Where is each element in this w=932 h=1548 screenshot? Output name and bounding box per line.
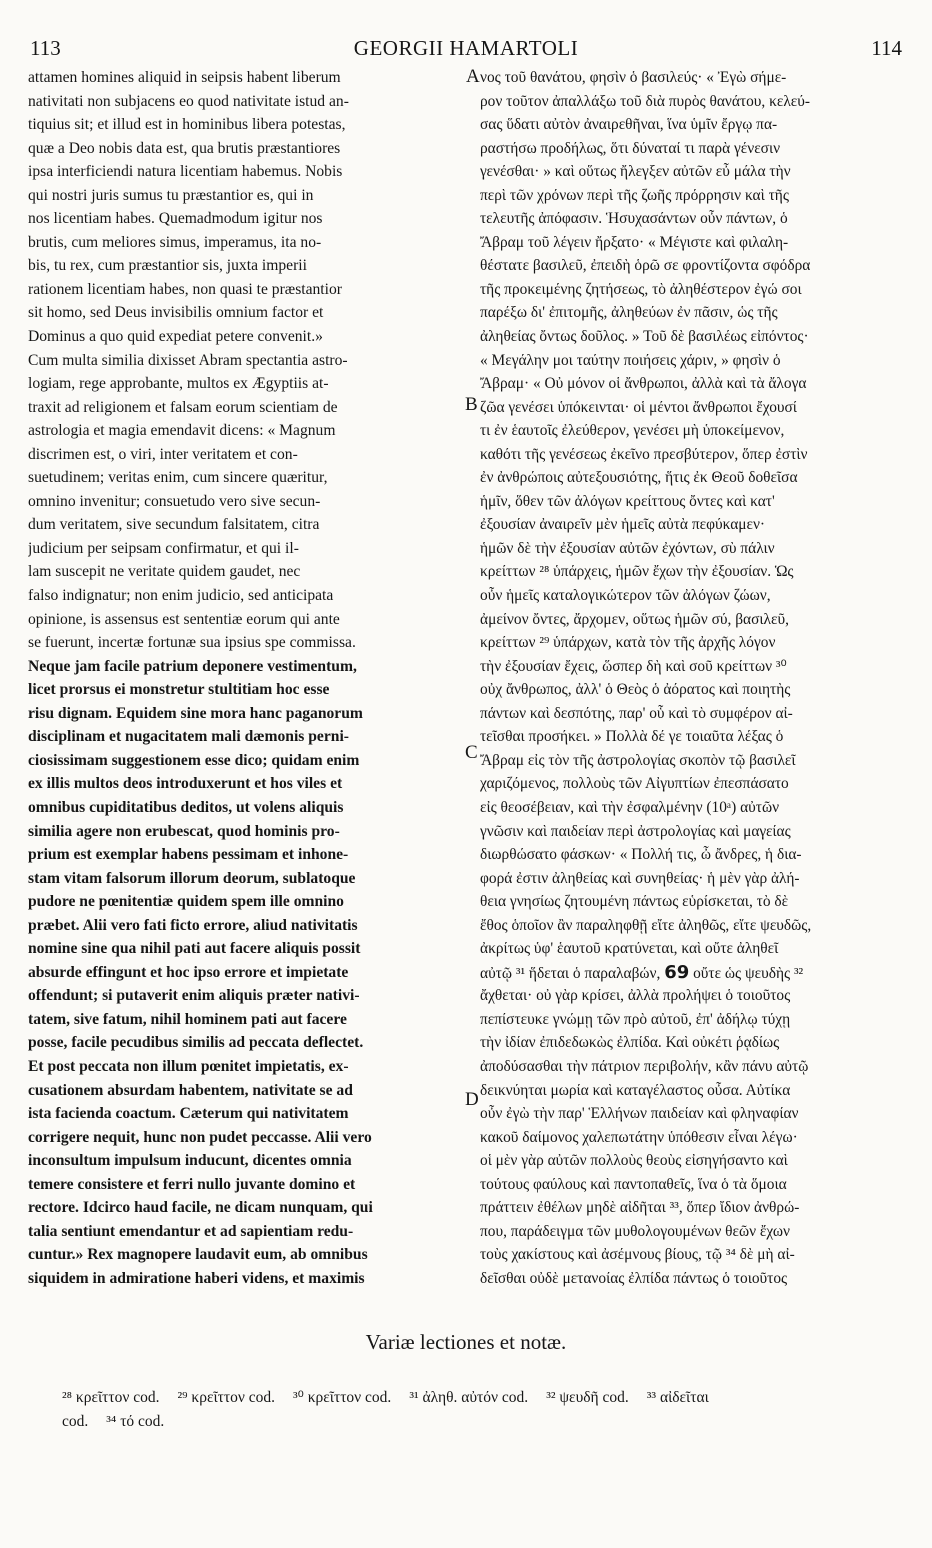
greek-text-line: Ἄβραμ· « Οὐ μόνον οἱ ἄνθρωποι, ἀλλὰ καὶ τὰ ἄλογα bbox=[480, 375, 807, 393]
page-marker: 69 bbox=[664, 961, 690, 983]
greek-text-line: « Μεγάλην μοι ταύτην ποιήσεις χάριν, » φησὶν ὁ bbox=[480, 351, 781, 369]
margin-letter-c: C bbox=[465, 742, 478, 763]
running-header bbox=[30, 36, 902, 64]
greek-text-line: ζῶα γενέσει ὑπόκεινται· οἱ μέντοι ἄνθρωποι ἔχουσί bbox=[480, 398, 797, 416]
latin-text-line: qui nostri juris sumus tu præstantior es, qui in bbox=[28, 186, 314, 204]
greek-text-line: φορά ἐστιν ἀληθείας καὶ συνηθείας· ἡ μὲν γὰρ ἀλή- bbox=[480, 869, 800, 887]
margin-letter-a: A bbox=[466, 66, 480, 87]
latin-text-line: dum veritatem, sive secundum falsitatem, citra bbox=[28, 516, 320, 534]
greek-text-line: γενέσθαι· » καὶ οὕτως ἤλεγξεν αὐτῶν εὖ μάλα τὴν bbox=[480, 163, 791, 181]
variant-note: ³² ψευδῆ cod. bbox=[546, 1389, 629, 1406]
latin-text-line: licet prorsus ei monstretur stultitiam hoc esse bbox=[28, 681, 330, 699]
latin-text-line: ista facienda coactum. Cæterum qui nativitatem bbox=[28, 1105, 349, 1123]
greek-text-line: Ἄβραμ τοῦ λέγειν ἤρξατο· « Μέγιστε καὶ φιλαλη- bbox=[480, 233, 789, 251]
latin-text-line: nomine sine qua nihil pati aut facere aliquis possit bbox=[28, 940, 361, 958]
latin-text-line: suetudinem; veritas enim, cum sincere quæritur, bbox=[28, 469, 328, 487]
greek-text-line: αὐτῷ ³¹ ἥδεται ὁ παραλαβών, 69 οὔτε ὡς ψευδὴς ³² bbox=[480, 961, 804, 983]
greek-text-line: σας ὕδατι αὐτὸν ἀναιρεθῆναι, ἵνα ὑμῖν ἔργῳ πα- bbox=[480, 116, 778, 134]
latin-text-line: rationem licentiam habes, non quasi te præstantior bbox=[28, 280, 342, 298]
greek-text-line: ἄχθεται· οὐ γὰρ κρίσει, ἀλλὰ προλήψει ὁ τοιοῦτος bbox=[480, 987, 791, 1005]
greek-text-line: τὴν ἐξουσίαν ἔχεις, ὥσπερ δὴ καὶ σοῦ κρείττων ³⁰ bbox=[480, 657, 787, 675]
latin-text-line: bis, tu rex, cum præstantior sis, juxta imperii bbox=[28, 257, 307, 275]
latin-text-line: Cum multa similia dixisset Abram spectantia astro- bbox=[28, 351, 348, 369]
latin-text-line: discrimen est, o viri, inter veritatem et con- bbox=[28, 445, 298, 463]
greek-text-line: τῆς προκειμένης ζητήσεως, τὸ ἀληθέστερον ἐγώ σοι bbox=[480, 280, 802, 298]
greek-text-line: δεικνύηται μωρία καὶ καταγέλαστος οὖσα. Αὐτίκα bbox=[480, 1081, 791, 1099]
latin-text-line: præbet. Alii vero fati ficto errore, aliud nativitatis bbox=[28, 916, 358, 934]
greek-text-line: περὶ τῶν χρόνων περὶ τῆς ζωῆς πρόρρησιν καὶ τῆς bbox=[480, 186, 789, 204]
greek-text-line: χαριζόμενος, πολλοὺς τῶν Αἰγυπτίων ἐπεσπάσατο bbox=[480, 775, 789, 793]
variant-note: ³³ αἰδεῖται bbox=[646, 1389, 709, 1406]
greek-text-line: ἀκρίτως ὑφ' ἑαυτοῦ κρατύνεται, καὶ οὔτε ἀληθεῖ bbox=[480, 940, 779, 958]
greek-text-line: ἡμῶν δὲ τὴν ἐξουσίαν αὐτῶν ἐχόντων, σὺ πάλιν bbox=[480, 539, 775, 557]
latin-text-line: Dominus a quo quid expediat petere convenit.» bbox=[28, 328, 323, 346]
latin-text-line: omnino invenitur; consuetudo vero sive secun- bbox=[28, 492, 321, 510]
latin-text-line: absurde effingunt et hoc ipso errore et impietate bbox=[28, 963, 349, 981]
latin-text-line: traxit ad religionem et falsam eorum scientiam de bbox=[28, 398, 338, 416]
latin-text-line: inconsultum impulsum inducunt, dicentes omnia bbox=[28, 1152, 352, 1170]
greek-column bbox=[480, 66, 910, 1290]
greek-text-line: ἔθος ὁποῖον ἂν παραληφθῇ εἴτε ἀληθῶς, εἴτε ψευδῶς, bbox=[480, 916, 812, 934]
latin-text-line: attamen homines aliquid in seipsis habent liberum bbox=[28, 69, 341, 86]
latin-text-line: tiquius sit; et illud est in hominibus libera potestas, bbox=[28, 116, 346, 134]
notes-section bbox=[62, 1386, 902, 1434]
latin-text-line: brutis, cum meliores simus, imperamus, ita no- bbox=[28, 233, 322, 251]
greek-text-line: οὖν ἐγὼ τὴν παρ' Ἑλλήνων παιδείαν καὶ φληναφίαν bbox=[480, 1105, 799, 1123]
latin-text-line: rectore. Idcirco haud facile, ne dicam nunquam, qui bbox=[28, 1199, 373, 1217]
latin-text-line: posse, facile pecudibus similis ad peccata deflectet. bbox=[28, 1034, 364, 1052]
latin-text-line: ipsa interficiendi natura licentiam habemus. Nobis bbox=[28, 163, 343, 181]
greek-text-line: ρον τοῦτον ἀπαλλάξω τοῦ διὰ πυρὸς θανάτου, κελεύ- bbox=[480, 92, 810, 110]
latin-text-line: corrigere nequit, hunc non pudet peccasse. Alii vero bbox=[28, 1128, 372, 1146]
latin-text-line: disciplinam et nugacitatem mali dæmonis perni- bbox=[28, 728, 349, 746]
greek-text-line: Ἄβραμ εἰς τὸν τῆς ἀστρολογίας σκοπὸν τῷ βασιλεῖ bbox=[480, 751, 796, 769]
greek-text-line: ἀληθείας ὄντως δοῦλος. » Τοῦ δὲ βασιλέως εἰπόντος· bbox=[480, 328, 809, 346]
margin-letter-d: D bbox=[465, 1089, 479, 1110]
latin-text-line: opinione, is assensus est sententiæ eorum qui ante bbox=[28, 610, 340, 628]
page-number-right: 114 bbox=[871, 36, 902, 60]
latin-text-line: cusationem absurdam habentem, nativitate se ad bbox=[28, 1081, 353, 1099]
latin-text-line: astrologia et magia emendavit dicens: « Magnum bbox=[28, 422, 336, 440]
notes-title: Variæ lectiones et notæ. bbox=[365, 1330, 567, 1354]
greek-text-line: κακοῦ δαίμονος χαλεπωτάτην ὑπόθεσιν εἶναι λέγω· bbox=[480, 1128, 798, 1146]
page-number-left: 113 bbox=[30, 36, 61, 60]
greek-text-line: ἐξουσίαν ἀναιρεῖν μὲν ἡμεῖς αὐτὰ πεφύκαμεν· bbox=[480, 516, 766, 534]
latin-text-line: siquidem in admiratione haberi videns, et maximis bbox=[28, 1269, 365, 1287]
greek-text-line: δεῖσθαι οὐδὲ μετανοίας ἐλπίδα πάντως ὁ τοιοῦτος bbox=[480, 1269, 788, 1287]
greek-text-line: κρείττων ²⁹ ὑπάρχων, κατὰ τὸν τῆς ἀρχῆς λόγον bbox=[480, 634, 776, 652]
greek-text-line: ἀμείνον ὄντες, ἄρχομεν, οὕτως ἡμῶν σύ, βασιλεῦ, bbox=[480, 610, 789, 628]
latin-text-line: sit homo, sed Deus invisibilis omnium factor et bbox=[28, 304, 324, 322]
latin-text-line: temere consistere et ferri nullo juvante domino et bbox=[28, 1175, 356, 1193]
variant-note: ²⁹ κρεῖττον cod. bbox=[177, 1389, 275, 1406]
greek-text-line: διωρθώσατο φάσκων· « Πολλή τις, ὦ ἄνδρες, ἡ δια- bbox=[480, 846, 802, 864]
latin-text-line: stam vitam falsorum illorum deorum, sublatoque bbox=[28, 869, 356, 887]
latin-text-line: falso indignatur; non enim judicio, sed anticipata bbox=[28, 587, 334, 605]
latin-text-line: tatem, sive fatum, nihil hominem pati aut facere bbox=[28, 1010, 347, 1028]
greek-text-line: πάντων καὶ δεσπότης, παρ' οὗ καὶ τὸ συμφέρον αἰ- bbox=[480, 704, 793, 722]
notes-line-1 bbox=[62, 1386, 902, 1410]
variant-note: ³⁴ τό cod. bbox=[106, 1413, 165, 1430]
greek-text-line: ἀποδύσασθαι τὴν πάτριον περιβολήν, κἂν πάνυ αὐτῷ bbox=[480, 1057, 809, 1075]
latin-text-line: risu dignam. Equidem sine mora hanc paganorum bbox=[28, 704, 363, 722]
greek-text-line: θέστατε βασιλεῦ, ἐπειδὴ ὁρῶ σε φροντίζοντα σφόδρα bbox=[480, 257, 811, 275]
greek-text-line: τελευτῆς ἀπόφασιν. Ἡσυχασάντων οὖν πάντων, ὁ bbox=[480, 210, 788, 228]
greek-text-line: τὴν ἰδίαν ἐπιδεδωκὼς ἐλπίδα. Καὶ οὐκέτι ῥᾳδίως bbox=[480, 1034, 780, 1052]
greek-text-line: οἱ μὲν γὰρ αὐτῶν πολλοὺς θεοὺς εἰσηγήσαντο καὶ bbox=[480, 1152, 788, 1170]
running-title: GEORGII HAMARTOLI bbox=[353, 36, 579, 60]
latin-text-line: nos licentiam habes. Quemadmodum igitur nos bbox=[28, 210, 323, 228]
greek-text-line: πεπίστευκε γνώμῃ τῶν πρὸ αὐτοῦ, ἐπ' ἀδήλῳ τύχῃ bbox=[480, 1010, 791, 1028]
margin-letter-b: B bbox=[465, 394, 478, 415]
greek-text-line: οὖν ἡμεῖς καταλογικώτερον τῶν ἀλόγων ζώων, bbox=[480, 587, 771, 605]
latin-text-line: nativitati non subjacens eo quod nativitate istud an- bbox=[28, 92, 349, 110]
greek-text-line: τοὺς χακίστους καὶ ἀσέμνους βίους, τῷ ³⁴ δὲ μὴ αἰ- bbox=[480, 1246, 795, 1264]
variant-note: ³⁰ κρεῖττον cod. bbox=[293, 1389, 392, 1406]
greek-text-line: καθότι τῆς γενέσεως ἐκεῖνο πρεσβύτερον, ὅπερ ἐστὶν bbox=[480, 445, 808, 463]
variant-note: ²⁸ κρεῖττον cod. bbox=[62, 1389, 160, 1406]
latin-column bbox=[28, 66, 462, 1290]
latin-text-line: cuntur.» Rex magnopere laudavit eum, ab omnibus bbox=[28, 1246, 368, 1264]
latin-text-line: logiam, rege approbante, multos ex Ægyptiis at- bbox=[28, 375, 329, 393]
greek-text-line: τούτους φαύλους καὶ παντοπαθεῖς, ἵνα ὁ τὰ ὅμοια bbox=[480, 1175, 787, 1193]
greek-text-line: τεῖσθαι προσήκει. » Πολλὰ δέ γε τοιαῦτα λέξας ὁ bbox=[480, 728, 784, 746]
greek-text-line: γνῶσιν καὶ παιδείαν περὶ ἀστρολογίας καὶ μαγείας bbox=[480, 822, 791, 840]
latin-text-line: quæ a Deo nobis data est, qua brutis præstantiores bbox=[28, 139, 341, 157]
latin-text-line: ciosissimam suggestionem esse dico; quidam enim bbox=[28, 751, 360, 769]
greek-text-line: οὐχ ἄνθρωπος, ἀλλ' ὁ Θεὸς ὁ ἀόρατος καὶ ποιητὴς bbox=[480, 681, 791, 699]
notes-line-2 bbox=[62, 1410, 902, 1434]
greek-text-line: ραστήσω προδήλως, ὅτι δύναταί τι παρὰ γένεσιν bbox=[480, 139, 781, 157]
latin-text-line: Et post peccata non illum pœnitet impietatis, ex- bbox=[28, 1057, 349, 1075]
greek-text-line: που, παράδειγμα τῶν μυθολογουμένων θεῶν ἔχων bbox=[480, 1222, 790, 1240]
greek-text-line: πράττειν ἐθέλων μηδὲ αἰδῆται ³³, ὅπερ ἴδιον ἀνθρώ- bbox=[480, 1199, 800, 1217]
greek-text-line: εἰς θεοσέβειαν, καὶ τὴν ἐσφαλμένην (10ᵃ) αὐτῶν bbox=[480, 798, 780, 816]
variant-note: cod. bbox=[62, 1413, 89, 1430]
greek-text-line: ἐν ἀνθρώποις αὐτεξουσιότης, ἥτις ἐκ Θεοῦ δοθεῖσα bbox=[480, 469, 798, 487]
latin-text-line: talia sentiunt emendantur et ad sapientiam redu- bbox=[28, 1222, 354, 1240]
latin-text-line: offendunt; si putaverit enim aliquis præter nativi- bbox=[28, 987, 360, 1005]
latin-text-line: ex illis multos deos introduxerunt et hos viles et bbox=[28, 775, 343, 793]
latin-text-line: judicium per seipsam confirmatur, et qui il- bbox=[28, 539, 299, 557]
greek-text-line: ἡμῖν, ὅθεν τῶν ἀλόγων κρείττους ὄντες καὶ κατ' bbox=[480, 492, 775, 510]
latin-text-line: similia agere non erubescat, quod hominis pro- bbox=[28, 822, 340, 840]
variant-note: ³¹ ἀληθ. αὐτόν cod. bbox=[409, 1389, 529, 1406]
greek-text-line: κρείττων ²⁸ ὑπάρχεις, ἡμῶν ἔχων τὴν ἐξουσίαν. Ὡς bbox=[480, 563, 794, 581]
greek-text-line: τι ἐν ἑαυτοῖς ἐλεύθερον, γενέσει μὴ ὑποκείμενον, bbox=[480, 422, 785, 440]
latin-text-line: pudore ne pœnitentiæ quidem spem ille omnino bbox=[28, 893, 344, 911]
latin-text-line: prium est exemplar habens pessimam et inhone- bbox=[28, 846, 349, 864]
latin-text-line: Neque jam facile patrium deponere vestimentum, bbox=[28, 657, 357, 675]
greek-text-line: θεια γνησίως ζητουμένη πάντως εὑρίσκεται, τὸ δὲ bbox=[480, 893, 789, 911]
latin-text-line: lam suscepit ne veritate quidem gaudet, nec bbox=[28, 563, 301, 581]
latin-text-line: omnibus cupiditatibus deditos, ut volens aliquis bbox=[28, 798, 344, 816]
greek-text-line: νος τοῦ θανάτου, φησὶν ὁ βασιλεύς· « Ἐγὼ σήμε- bbox=[480, 69, 787, 86]
latin-text-line: se fuerunt, incertæ fortunæ sua ipsius spe commissa. bbox=[28, 634, 356, 652]
greek-text-line: παρέξω δι' ἐπιτομῆς, ἀληθεύων ἐν πᾶσιν, ὡς τῆς bbox=[480, 304, 778, 322]
